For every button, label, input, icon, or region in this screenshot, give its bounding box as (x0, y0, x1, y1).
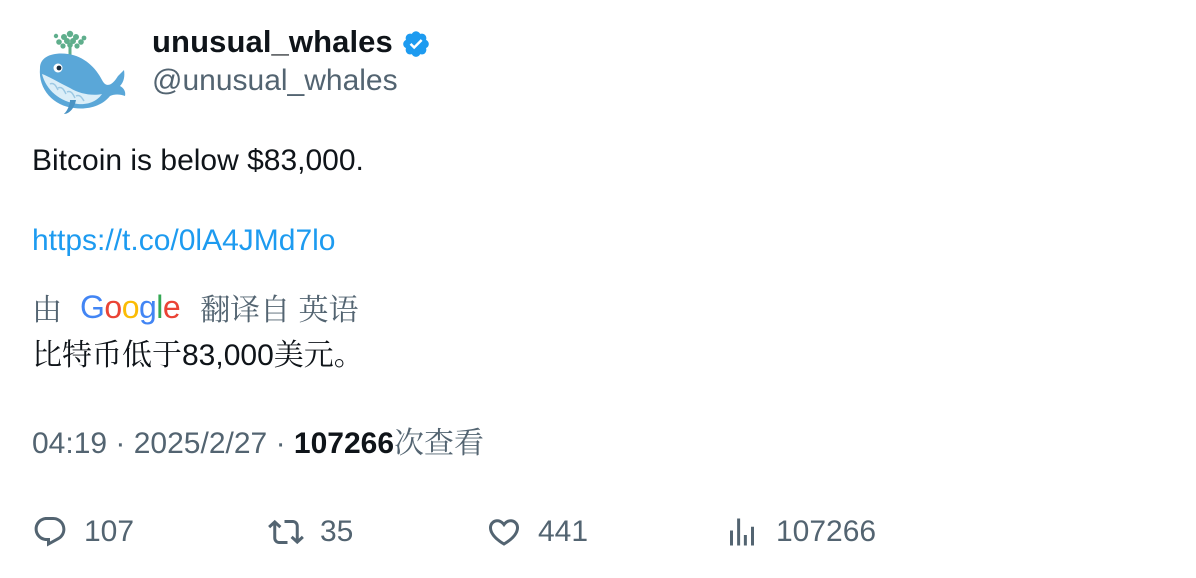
reply-icon (32, 514, 68, 550)
translation-prefix: 由 (32, 294, 62, 327)
translation-suffix: 翻译自 英语 (200, 294, 359, 327)
heart-icon (486, 514, 522, 550)
meta-separator: · (275, 427, 294, 460)
reply-count: 107 (84, 515, 135, 548)
retweet-button[interactable] (268, 508, 353, 556)
tweet-link[interactable]: https://t.co/0lA4JMd7lo (32, 224, 336, 257)
author-info (152, 22, 431, 100)
reply-button[interactable] (32, 508, 134, 556)
like-button[interactable] (486, 508, 588, 556)
views-action-count: 107266 (776, 515, 877, 548)
retweet-count: 35 (320, 515, 354, 548)
views-button[interactable] (724, 508, 876, 556)
retweet-icon (268, 514, 304, 550)
avatar[interactable] (32, 24, 128, 116)
handle[interactable]: @unusual_whales (152, 64, 398, 97)
name-row (152, 22, 431, 62)
tweet-date[interactable]: 2025/2/27 (133, 427, 268, 460)
whale-avatar-icon (32, 24, 128, 116)
google-logo: Google (80, 288, 181, 325)
views-count: 107266 (293, 427, 394, 460)
translation-attribution (32, 286, 359, 328)
tweet-meta (32, 424, 484, 464)
tweet-time[interactable]: 04:19 (32, 427, 108, 460)
verified-badge-icon (401, 29, 431, 59)
like-count: 441 (538, 515, 589, 548)
display-name[interactable]: unusual_whales (152, 24, 393, 59)
meta-separator: · (115, 427, 134, 460)
tweet-text: Bitcoin is below $83,000. (32, 144, 364, 177)
translated-text: 比特币低于83,000美元。 (32, 339, 364, 372)
analytics-icon (724, 514, 760, 550)
action-bar (0, 508, 1196, 558)
views-label: 次查看 (394, 427, 484, 460)
